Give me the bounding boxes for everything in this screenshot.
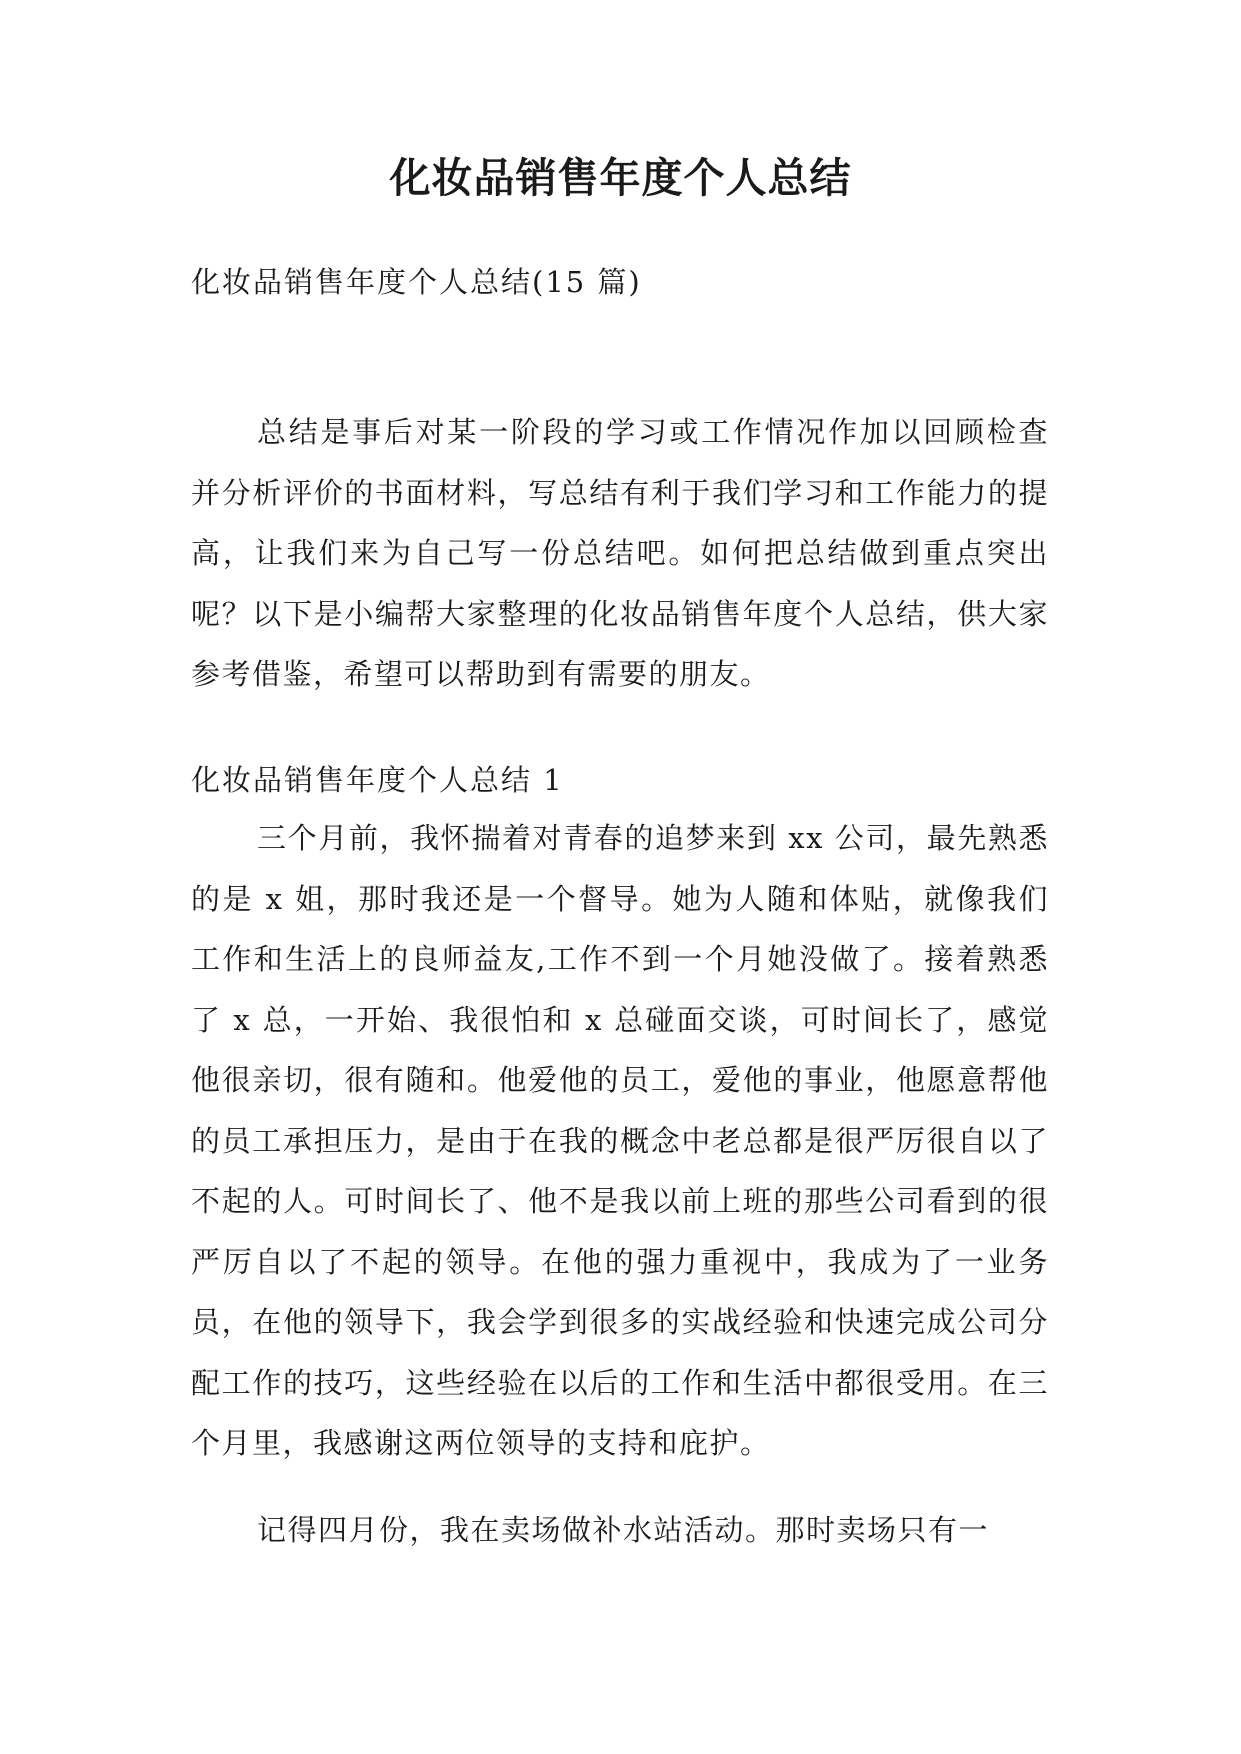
section-paragraph: 记得四月份，我在卖场做补水站活动。那时卖场只有一 (257, 1513, 990, 1547)
section-heading: 化妆品销售年度个人总结 1 (191, 763, 564, 797)
document-subtitle: 化妆品销售年度个人总结(15 篇) (191, 265, 642, 299)
section-paragraph: 三个月前，我怀揣着对青春的追梦来到 xx 公司，最先熟悉的是 x 姐，那时我还是一个督导。她为人随和体贴，就像我们工作和生活上的良师益友,工作不到一个月她没做了。接着熟悉了 x 总，一开始、我很怕和 x 总碰面交谈，可时间长了，感觉他很亲切，很有随和。他爱他的员工，爱他的事业，他愿意帮他的员工承担压力，是由于在我的概念中老总都是很严厉很自以了不起的人。可时间长了、他不是我以前上班的那些公司看到的很严厉自以了不起的领导。在他的强力重视中，我成为了一业务员，在他的领导下，我会学到很多的实战经验和快速完成公司分配工作的技巧，这些经验在以后的工作和生活中都很受用。在三个月里，我感谢这两位领导的支持和庇护。 (191, 821, 1049, 1460)
intro-paragraph: 总结是事后对某一阶段的学习或工作情况作加以回顾检查并分析评价的书面材料，写总结有利于我们学习和工作能力的提高，让我们来为自己写一份总结吧。如何把总结做到重点突出呢？以下是小编帮大家整理的化妆品销售年度个人总结，供大家参考借鉴，希望可以帮助到有需要的朋友。 (191, 415, 1049, 691)
document-title: 化妆品销售年度个人总结 (389, 154, 852, 202)
